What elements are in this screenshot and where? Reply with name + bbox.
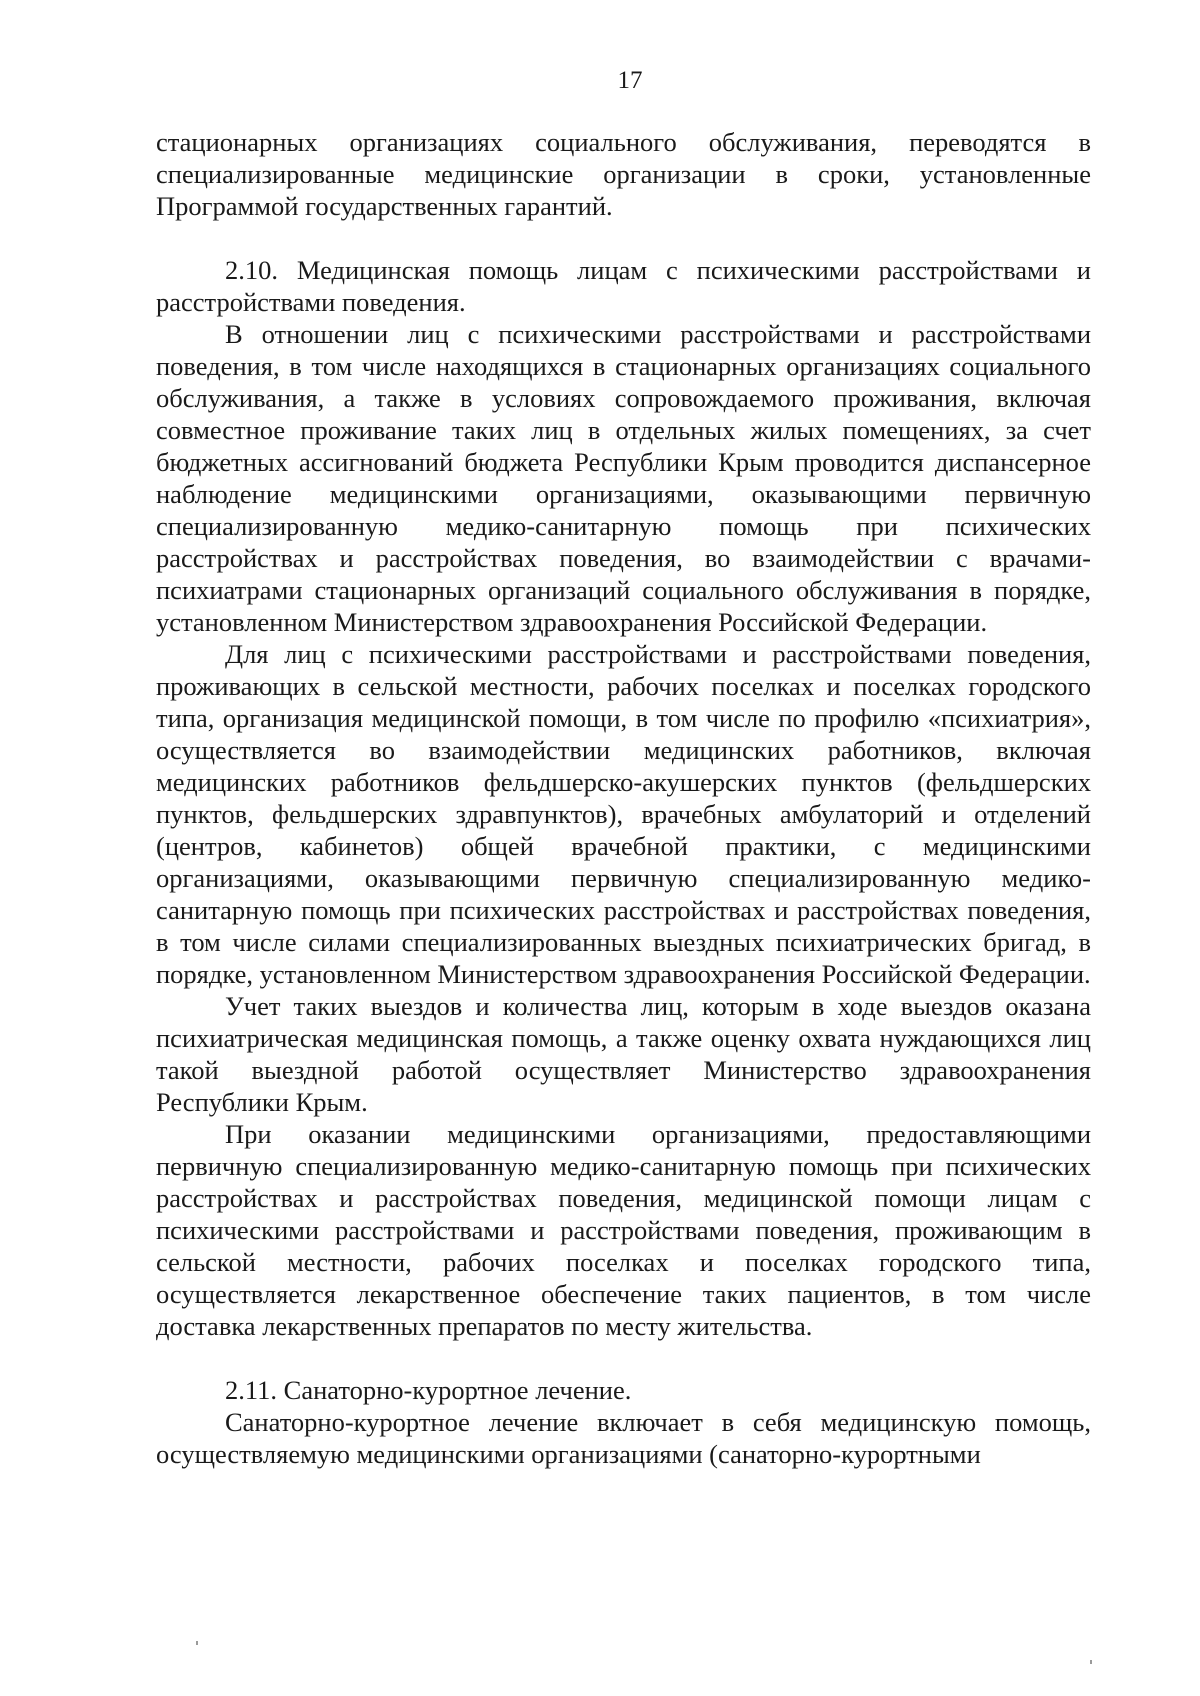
scan-speck (196, 1641, 198, 1645)
page-number: 17 (617, 67, 643, 94)
scan-speck (1090, 1660, 1092, 1664)
paragraph: Санаторно-курортное лечение включает в себя медицинскую помощь, осуществляемую медицинскими организациями (санаторно-курортными (156, 1407, 1091, 1469)
paragraph: В отношении лиц с психическими расстройствами и расстройствами поведения, в том числе находящихся в стационарных организациях социального обслуживания, а также в условиях сопровождаемого проживания, включая совместное проживание таких лиц в отдельных жилых помещениях, за счет бюджетных ассигнований бюджета Республики Крым проводится диспансерное наблюдение медицинскими организациями, оказывающими первичную специализированную медико-санитарную помощь при психических расстройствах и расстройствах поведения, во взаимодействии с врачами-психиатрами стационарных организаций социального обслуживания в порядке, установленном Министерством здравоохранения Российской Федерации. (156, 319, 1091, 637)
paragraph: При оказании медицинскими организациями, предоставляющими первичную специализированную медико-санитарную помощь при психических расстройствах и расстройствах поведения, медицинской помощи лицам с психическими расстройствами и расстройствами поведения, проживающим в сельской местности, рабочих поселках и поселках городского типа, осуществляется лекарственное обеспечение таких пациентов, в том числе доставка лекарственных препаратов по месту жительства. (156, 1119, 1091, 1341)
paragraph: Для лиц с психическими расстройствами и расстройствами поведения, проживающих в сельской местности, рабочих поселках и поселках городского типа, организация медицинской помощи, в том числе по профилю «психиатрия», осуществляется во взаимодействии медицинских работников, включая медицинских работников фельдшерско-акушерских пунктов (фельдшерских пунктов, фельдшерских здравпунктов), врачебных амбулаторий и отделений (центров, кабинетов) общей врачебной практики, с медицинскими организациями, оказывающими первичную специализированную медико-санитарную помощь при психических расстройствах и расстройствах поведения, в том числе силами специализированных выездных психиатрических бригад, в порядке, установленном Министерством здравоохранения Российской Федерации. (156, 639, 1091, 989)
section-heading-2-11: 2.11. Санаторно-курортное лечение. (225, 1375, 632, 1405)
section-heading-2-10: 2.10. Медицинская помощь лицам с психическими расстройствами и расстройствами поведения. (156, 255, 1091, 317)
paragraph: Учет таких выездов и количества лиц, которым в ходе выездов оказана психиатрическая медицинская помощь, а также оценку охвата нуждающихся лиц такой выездной работой осуществляет Министерство здравоохранения Республики Крым. (156, 991, 1091, 1117)
document-body (156, 126, 1091, 1470)
paragraph-continuation: стационарных организациях социального обслуживания, переводятся в специализированные медицинские организации в сроки, установленные Программой государственных гарантий. (156, 127, 1091, 221)
